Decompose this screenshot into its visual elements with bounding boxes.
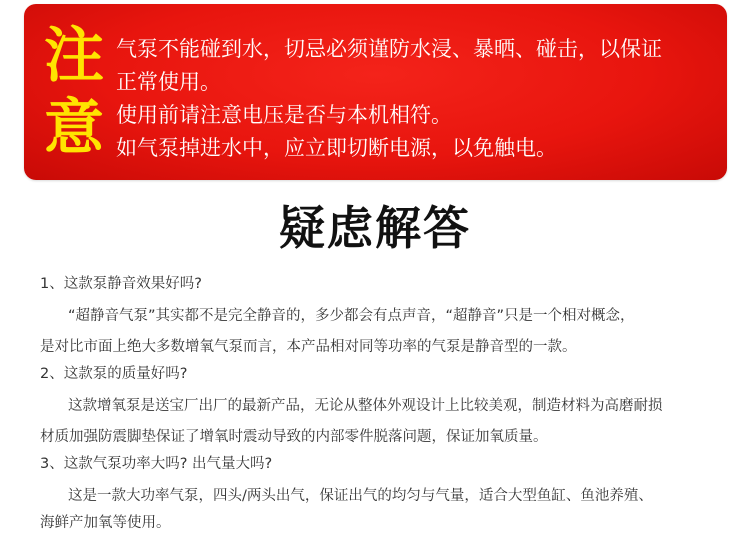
faq-title: 疑虑解答 <box>279 201 471 255</box>
faq-answer-line: 这款增氧泵是送宝厂出厂的最新产品，无论从整体外观设计上比较美观，制造材料为高磨耐损 <box>68 398 663 414</box>
notice-badge-bottom: 意 <box>44 93 104 163</box>
faq-question: 2、这款泵的质量好吗? <box>40 366 188 382</box>
faq-answer-line: 是对比市面上绝大多数增氧气泵而言，本产品相对同等功率的气泵是静音型的一款。 <box>40 339 577 355</box>
faq-answer-line: “超静音气泵”其实都不是完全静音的，多少都会有点声音，“超静音”只是一个相对概念， <box>68 308 635 324</box>
faq-answer-line: 海鲜产加氧等使用。 <box>40 515 171 531</box>
faq-question: 3、这款气泵功率大吗? 出气量大吗? <box>40 456 273 472</box>
faq-question: 1、这款泵静音效果好吗? <box>40 276 202 292</box>
notice-badge-top: 注 <box>44 21 104 91</box>
faq-answer-line: 这是一款大功率气泵，四头/两头出气，保证出气的均匀与气量，适合大型鱼缸、鱼池养殖、 <box>68 488 653 504</box>
notice-line: 如气泵掉进水中，应立即切断电源，以免触电。 <box>116 136 557 160</box>
notice-line: 气泵不能碰到水，切忌必须谨防水浸、暴晒、碰击，以保证 <box>116 37 662 61</box>
notice-line: 正常使用。 <box>116 70 221 94</box>
notice-line: 使用前请注意电压是否与本机相符。 <box>116 103 452 127</box>
faq-answer-line: 材质加强防震脚垫保证了增氧时震动导致的内部零件脱落问题，保证加氧质量。 <box>40 429 548 445</box>
notice-banner <box>24 4 727 180</box>
